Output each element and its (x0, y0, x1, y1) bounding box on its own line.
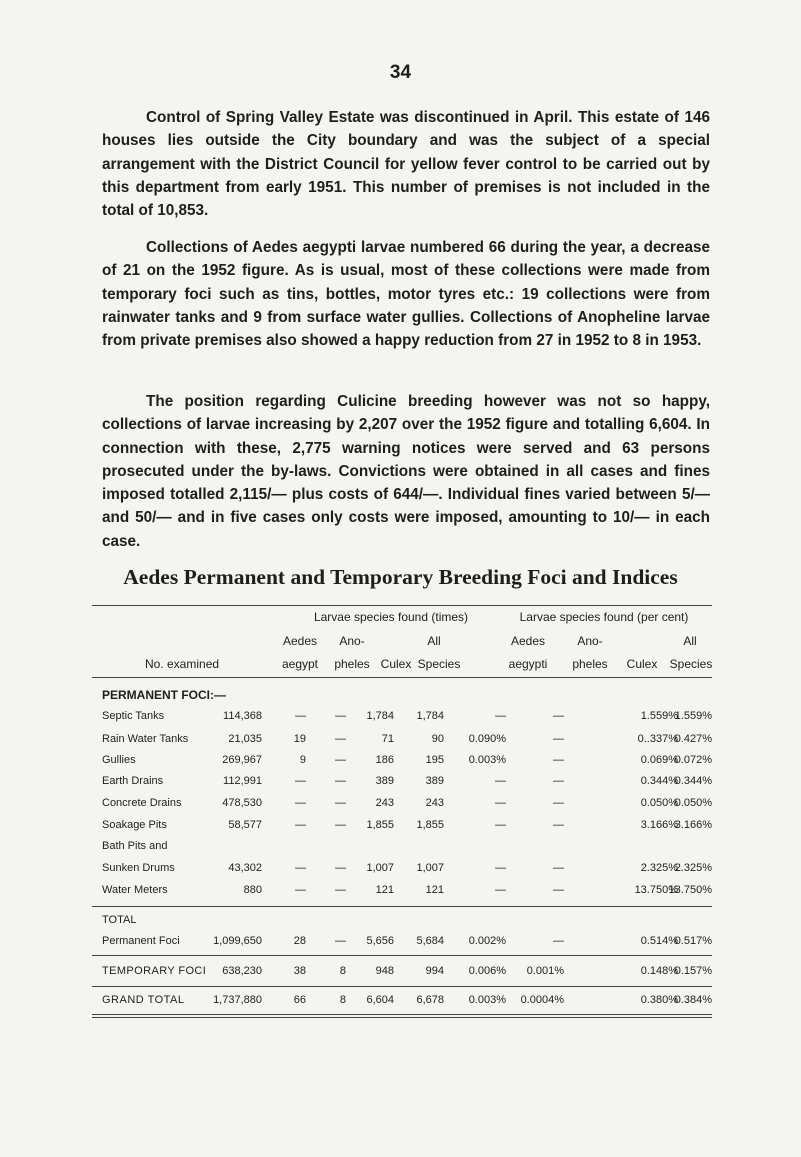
row-ano: — (335, 754, 346, 766)
header-pheles-pct: pheles (572, 657, 608, 671)
header-ano: Ano- (339, 634, 365, 648)
row-culex: 1,784 (366, 710, 394, 722)
total-all: 5,684 (416, 935, 444, 947)
permanent-rows-bottom-rule (92, 906, 712, 907)
temporary-aedes: 38 (293, 965, 306, 977)
paragraph-spring-valley (102, 106, 710, 222)
header-aegypt: aegypt (281, 657, 319, 671)
header-all-pct: All (683, 634, 697, 648)
grand-total-p_aedes: 0.003% (468, 994, 506, 1006)
total-ano: — (335, 935, 346, 947)
row-name: Earth Drains (102, 775, 164, 787)
header-aedes-pct: Aedes (510, 634, 546, 648)
row-p_aedes: — (495, 884, 506, 896)
row-examined: 58,577 (228, 819, 262, 831)
row-p_culex: 1.559% (640, 710, 678, 722)
total-aedes: 28 (293, 935, 306, 947)
row-aedes: — (295, 710, 306, 722)
row-all: 90 (431, 733, 444, 745)
row-culex: 389 (375, 775, 394, 787)
temporary-culex: 948 (375, 965, 394, 977)
grand-total-all: 6,678 (416, 994, 444, 1006)
header-bottom-rule (92, 677, 712, 678)
row-p_ano: — (553, 797, 564, 809)
row-all: 389 (425, 775, 444, 787)
row-examined: 880 (243, 884, 262, 896)
row-p_aedes: — (495, 819, 506, 831)
row-p_all: 0.344% (674, 775, 712, 787)
total-p_ano: — (553, 935, 564, 947)
row-examined: 112,991 (223, 775, 262, 787)
row-p_ano: — (553, 884, 564, 896)
paragraph-text: Control of Spring Valley Estate was discontinued in April. This estate of 146 houses lies outside the City boundary and was the subject of a special arrangement with the District Council for yellow fever control to be carried out by this department from early 1951. This number of premises is not included in the total of 10,853. (102, 109, 710, 220)
row-ano: — (335, 819, 346, 831)
total-p_culex: 0.514% (640, 935, 678, 947)
row-p_ano: — (553, 710, 564, 722)
row-p_aedes: 0.090% (468, 733, 506, 745)
row-p_culex: 0.344% (640, 775, 678, 787)
header-group-times: Larvae species found (times) (313, 610, 469, 624)
section-permanent-label: PERMANENT FOCI:— (102, 688, 226, 702)
row-name: Sunken Drums (102, 862, 175, 874)
paragraph-culicine-breeding (102, 390, 710, 553)
temporary-examined: 638,230 (222, 965, 262, 977)
header-all: All (427, 634, 441, 648)
temporary-p_culex: 0.148% (640, 965, 678, 977)
grand-total-culex: 6,604 (366, 994, 394, 1006)
header-species: Species (417, 657, 461, 671)
row-p_culex: 13.750% (634, 884, 678, 896)
header-group-percent: Larvae species found (per cent) (519, 610, 689, 624)
paragraph-text: The position regarding Culicine breeding however was not so happy, collections of larvae increasing by 2,207 over the 1952 figure and totalling 6,604. In connection with these, 2,775 warning notices were served and 63 persons prosecuted under the by-laws. Convictions were obtained in all cases and fines imposed totalled 2,115/— plus costs of 644/—. Individual fines varied between 5/— and 50/— and in five cases only costs were imposed, amounting to 10/— in each case. (102, 393, 710, 550)
header-no-examined: No. examined (145, 657, 220, 671)
row-name-line1: Bath Pits and (102, 840, 168, 852)
row-ano: — (335, 862, 346, 874)
row-ano: — (335, 775, 346, 787)
row-all: 1,007 (416, 862, 444, 874)
header-culex-pct: Culex (626, 657, 658, 671)
row-culex: 121 (375, 884, 394, 896)
row-aedes: — (295, 775, 306, 787)
paragraph-text: Collections of Aedes aegypti larvae numbered 66 during the year, a decrease of 21 on the 1952 figure. As is usual, most of these collections were made from temporary foci such as tins, bottles, motor tyres etc.: 19 collections were from rainwater tanks and 9 from surface water gullies. Collections of Anopheline larvae from private premises also showed a happy reduction from 27 in 1952 to 8 in 1953. (102, 239, 710, 350)
row-examined: 21,035 (228, 733, 262, 745)
row-p_aedes: 0.003% (468, 754, 506, 766)
row-name: Water Meters (102, 884, 168, 896)
temporary-p_ano: 0.001% (526, 965, 564, 977)
header-aedes: Aedes (282, 634, 318, 648)
row-name: Gullies (102, 754, 136, 766)
temporary-all: 994 (425, 965, 444, 977)
row-aedes: 19 (293, 733, 306, 745)
table-title: Aedes Permanent and Temporary Breeding Foci and Indices (123, 565, 678, 589)
row-all: 1,784 (416, 710, 444, 722)
total-bottom-rule (92, 955, 712, 956)
row-all: 195 (425, 754, 444, 766)
row-name: Septic Tanks (102, 710, 165, 722)
row-name: Soakage Pits (102, 819, 167, 831)
page-number: 34 (389, 62, 412, 83)
row-ano: — (335, 710, 346, 722)
row-p_ano: — (553, 733, 564, 745)
grand-total-label: GRAND TOTAL (102, 994, 185, 1006)
header-aegypti: aegypti (508, 657, 548, 671)
header-ano-pct: Ano- (577, 634, 603, 648)
row-examined: 478,530 (222, 797, 262, 809)
row-culex: 1,007 (366, 862, 394, 874)
row-ano: — (335, 733, 346, 745)
row-p_all: 1.559% (674, 710, 712, 722)
row-p_all: 2.325% (674, 862, 712, 874)
temporary-p_all: 0.157% (674, 965, 712, 977)
total-p_aedes: 0.002% (468, 935, 506, 947)
row-p_culex: 0.069% (640, 754, 678, 766)
total-examined: 1,099,650 (213, 935, 262, 947)
header-culex: Culex (380, 657, 412, 671)
row-all: 243 (425, 797, 444, 809)
row-examined: 114,368 (223, 710, 262, 722)
total-label-permanent: Permanent Foci (102, 935, 180, 947)
temporary-label: TEMPORARY FOCI (102, 965, 207, 977)
row-p_ano: — (553, 819, 564, 831)
row-p_culex: 0..337% (637, 733, 678, 745)
temporary-bottom-rule (92, 986, 712, 987)
temporary-p_aedes: 0.006% (468, 965, 506, 977)
grand-total-p_culex: 0.380% (640, 994, 678, 1006)
row-aedes: 9 (299, 754, 306, 766)
total-label: TOTAL (102, 914, 137, 926)
grand-total-p_all: 0.384% (674, 994, 712, 1006)
row-ano: — (335, 797, 346, 809)
row-p_all: 0.072% (674, 754, 712, 766)
paragraph-aedes-collections (102, 236, 710, 352)
row-aedes: — (295, 797, 306, 809)
row-culex: 1,855 (366, 819, 394, 831)
grand-total-rule-2 (92, 1017, 712, 1018)
temporary-ano: 8 (339, 965, 346, 977)
row-culex: 71 (381, 733, 394, 745)
grand-total-examined: 1,737,880 (213, 994, 262, 1006)
row-aedes: — (295, 819, 306, 831)
row-name: Rain Water Tanks (102, 733, 189, 745)
row-p_aedes: — (495, 797, 506, 809)
header-pheles: pheles (334, 657, 370, 671)
row-examined: 269,967 (222, 754, 262, 766)
row-culex: 243 (375, 797, 394, 809)
row-p_ano: — (553, 775, 564, 787)
row-p_culex: 0.050% (640, 797, 678, 809)
row-examined: 43,302 (228, 862, 262, 874)
row-name: Concrete Drains (102, 797, 182, 809)
grand-total-p_ano: 0.0004% (520, 994, 564, 1006)
row-aedes: — (295, 884, 306, 896)
row-p_culex: 2.325% (640, 862, 678, 874)
row-p_all: 3.166% (674, 819, 712, 831)
row-p_all: 0.050% (674, 797, 712, 809)
row-p_ano: — (553, 862, 564, 874)
header-species-pct: Species (669, 657, 713, 671)
grand-total-ano: 8 (339, 994, 346, 1006)
row-all: 121 (425, 884, 444, 896)
row-p_aedes: — (495, 710, 506, 722)
row-ano: — (335, 884, 346, 896)
total-culex: 5,656 (366, 935, 394, 947)
row-p_aedes: — (495, 775, 506, 787)
row-p_all: 0.427% (674, 733, 712, 745)
row-p_aedes: — (495, 862, 506, 874)
row-p_all: 13.750% (668, 884, 712, 896)
grand-total-aedes: 66 (293, 994, 306, 1006)
row-all: 1,855 (416, 819, 444, 831)
grand-total-rule-1 (92, 1014, 712, 1015)
row-p_ano: — (553, 754, 564, 766)
total-p_all: 0.517% (674, 935, 712, 947)
row-aedes: — (295, 862, 306, 874)
row-culex: 186 (375, 754, 394, 766)
row-p_culex: 3.166% (640, 819, 678, 831)
table-top-rule (92, 605, 712, 606)
